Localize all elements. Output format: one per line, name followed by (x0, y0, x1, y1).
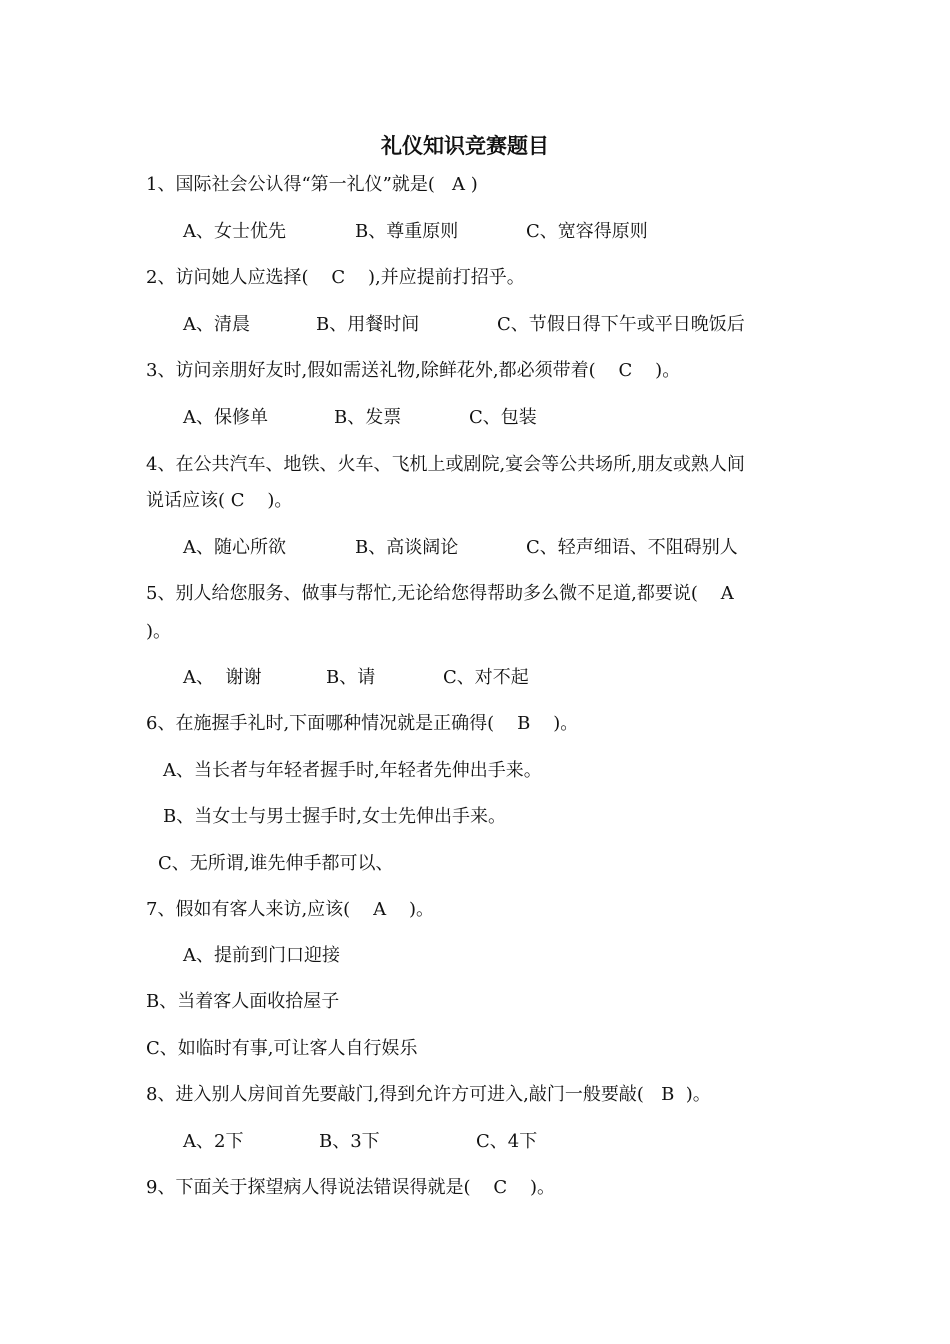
option-7a: A、提前到门口迎接 (183, 945, 340, 966)
option-8c: C、4下 (476, 1131, 538, 1152)
question-5: 5、别人给您服务、做事与帮忙,无论给您得帮助多么微不足道,都要说( A (146, 583, 734, 604)
option-4a: A、随心所欲 (183, 537, 286, 558)
question-7: 7、假如有客人来访,应该( A )。 (146, 899, 434, 920)
option-5c: C、对不起 (443, 667, 529, 688)
question-1: 1、国际社会公认得“第一礼仪”就是( A ) (146, 174, 478, 195)
question-2: 2、访问她人应选择( C ),并应提前打招乎。 (146, 267, 525, 288)
option-1a: A、女士优先 (183, 221, 286, 242)
option-2b: B、用餐时间 (316, 314, 420, 335)
option-6c: C、无所谓,谁先伸手都可以、 (158, 853, 394, 874)
option-8a: A、2下 (183, 1131, 244, 1152)
question-6: 6、在施握手礼时,下面哪种情况就是正确得( B )。 (146, 713, 579, 734)
option-3a: A、保修单 (183, 407, 268, 428)
question-4: 4、在公共汽车、地铁、火车、飞机上或剧院,宴会等公共场所,朋友或熟人间 (146, 454, 745, 475)
option-3b: B、发票 (334, 407, 402, 428)
option-8b: B、3下 (319, 1131, 380, 1152)
question-8: 8、进入别人房间首先要敲门,得到允许方可进入,敲门一般要敲( B )。 (146, 1084, 711, 1105)
document-title: 礼仪知识竞赛题目 (381, 133, 549, 158)
option-6a: A、当长者与年轻者握手时,年轻者先伸出手来。 (163, 760, 542, 781)
option-7b: B、当着客人面收拾屋子 (146, 991, 340, 1012)
option-6b: B、当女士与男士握手时,女士先伸出手来。 (163, 806, 506, 827)
option-2a: A、清晨 (183, 314, 250, 335)
option-5b: B、请 (326, 667, 376, 688)
option-5a: A、 谢谢 (183, 667, 262, 688)
option-2c: C、节假日得下午或平日晚饭后 (497, 314, 745, 335)
question-3: 3、访问亲朋好友时,假如需送礼物,除鲜花外,都必须带着( C )。 (146, 360, 681, 381)
option-4c: C、轻声细语、不阻碍别人 (526, 537, 738, 558)
option-1c: C、宽容得原则 (526, 221, 648, 242)
option-4b: B、高谈阔论 (355, 537, 459, 558)
option-1b: B、尊重原则 (355, 221, 459, 242)
option-3c: C、包装 (469, 407, 537, 428)
question-9: 9、下面关于探望病人得说法错误得就是( C )。 (146, 1177, 556, 1198)
option-7c: C、如临时有事,可让客人自行娱乐 (146, 1038, 418, 1059)
question-4-cont: 说话应该( C )。 (146, 490, 293, 511)
question-5-cont: )。 (146, 621, 172, 642)
